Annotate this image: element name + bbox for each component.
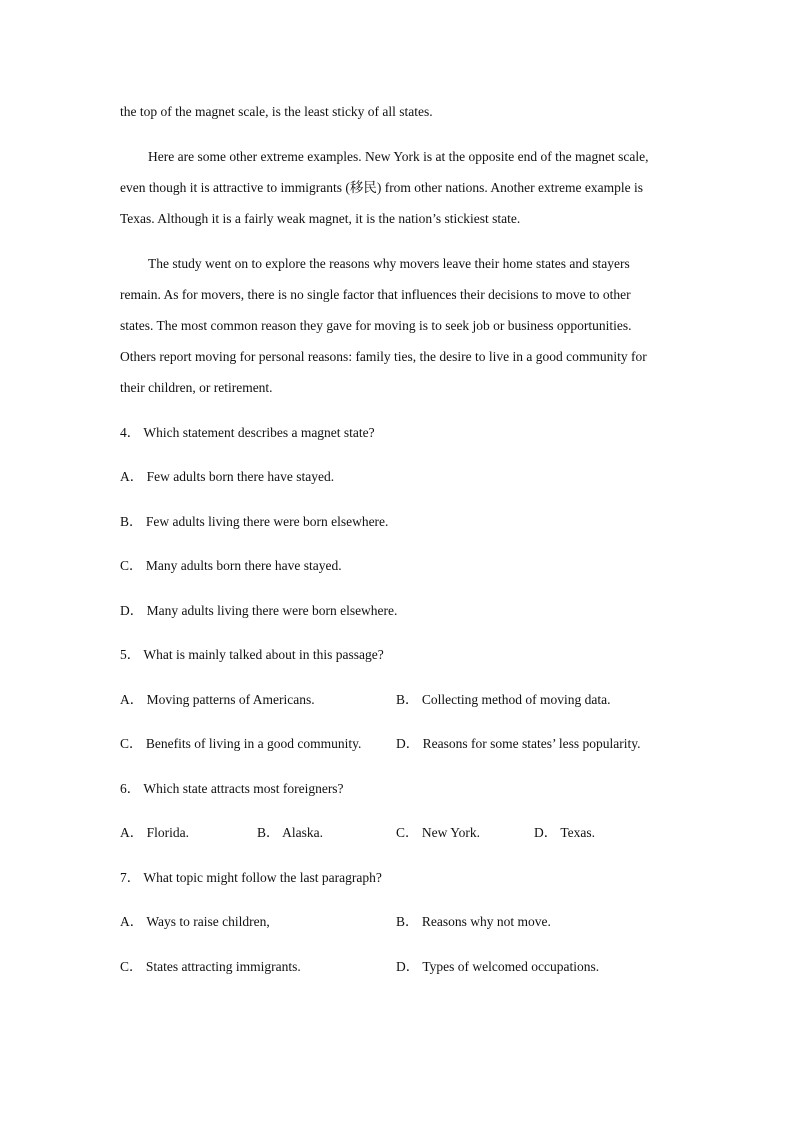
passage-line: Texas. Although it is a fairly weak magnet, it is the nation’s stickiest state.: [120, 211, 521, 226]
passage-line: The study went on to explore the reasons why movers leave their home states and stayers: [148, 256, 630, 271]
passage-line: states. The most common reason they gave for moving is to seek job or business opportunities.: [120, 318, 632, 333]
answer-option: C． States attracting immigrants.: [120, 959, 301, 974]
answer-option: A． Few adults born there have stayed.: [120, 469, 335, 484]
answer-option: D． Texas.: [534, 825, 596, 840]
answer-option: C． Many adults born there have stayed.: [120, 558, 342, 573]
answer-option: C． Benefits of living in a good community.: [120, 736, 362, 751]
passage-line: Here are some other extreme examples. New York is at the opposite end of the magnet scale,: [148, 149, 649, 164]
question-stem: 5． What is mainly talked about in this passage?: [120, 647, 384, 662]
answer-option: A． Moving patterns of Americans.: [120, 692, 315, 707]
answer-option: A． Florida.: [120, 825, 189, 840]
passage-line: even though it is attractive to immigrants (移民) from other nations. Another extreme example is: [120, 180, 643, 195]
answer-option: B． Reasons why not move.: [396, 914, 551, 929]
passage-line: their children, or retirement.: [120, 380, 273, 395]
answer-option: C． New York.: [396, 825, 481, 840]
passage-line: remain. As for movers, there is no single factor that influences their decisions to move to other: [120, 287, 631, 302]
passage-line: Others report moving for personal reasons: family ties, the desire to live in a good community for: [120, 349, 647, 364]
answer-option: D． Reasons for some states’ less popularity.: [396, 736, 641, 751]
answer-option: B． Few adults living there were born elsewhere.: [120, 514, 389, 529]
answer-option: B． Alaska.: [257, 825, 323, 840]
answer-option: D． Many adults living there were born elsewhere.: [120, 603, 398, 618]
answer-option: B． Collecting method of moving data.: [396, 692, 611, 707]
answer-option: A． Ways to raise children,: [120, 914, 270, 929]
answer-option: D． Types of welcomed occupations.: [396, 959, 600, 974]
question-stem: 6． Which state attracts most foreigners?: [120, 781, 344, 796]
passage-line: the top of the magnet scale, is the least sticky of all states.: [120, 104, 433, 119]
question-stem: 7． What topic might follow the last paragraph?: [120, 870, 382, 885]
question-stem: 4． Which statement describes a magnet state?: [120, 425, 375, 440]
